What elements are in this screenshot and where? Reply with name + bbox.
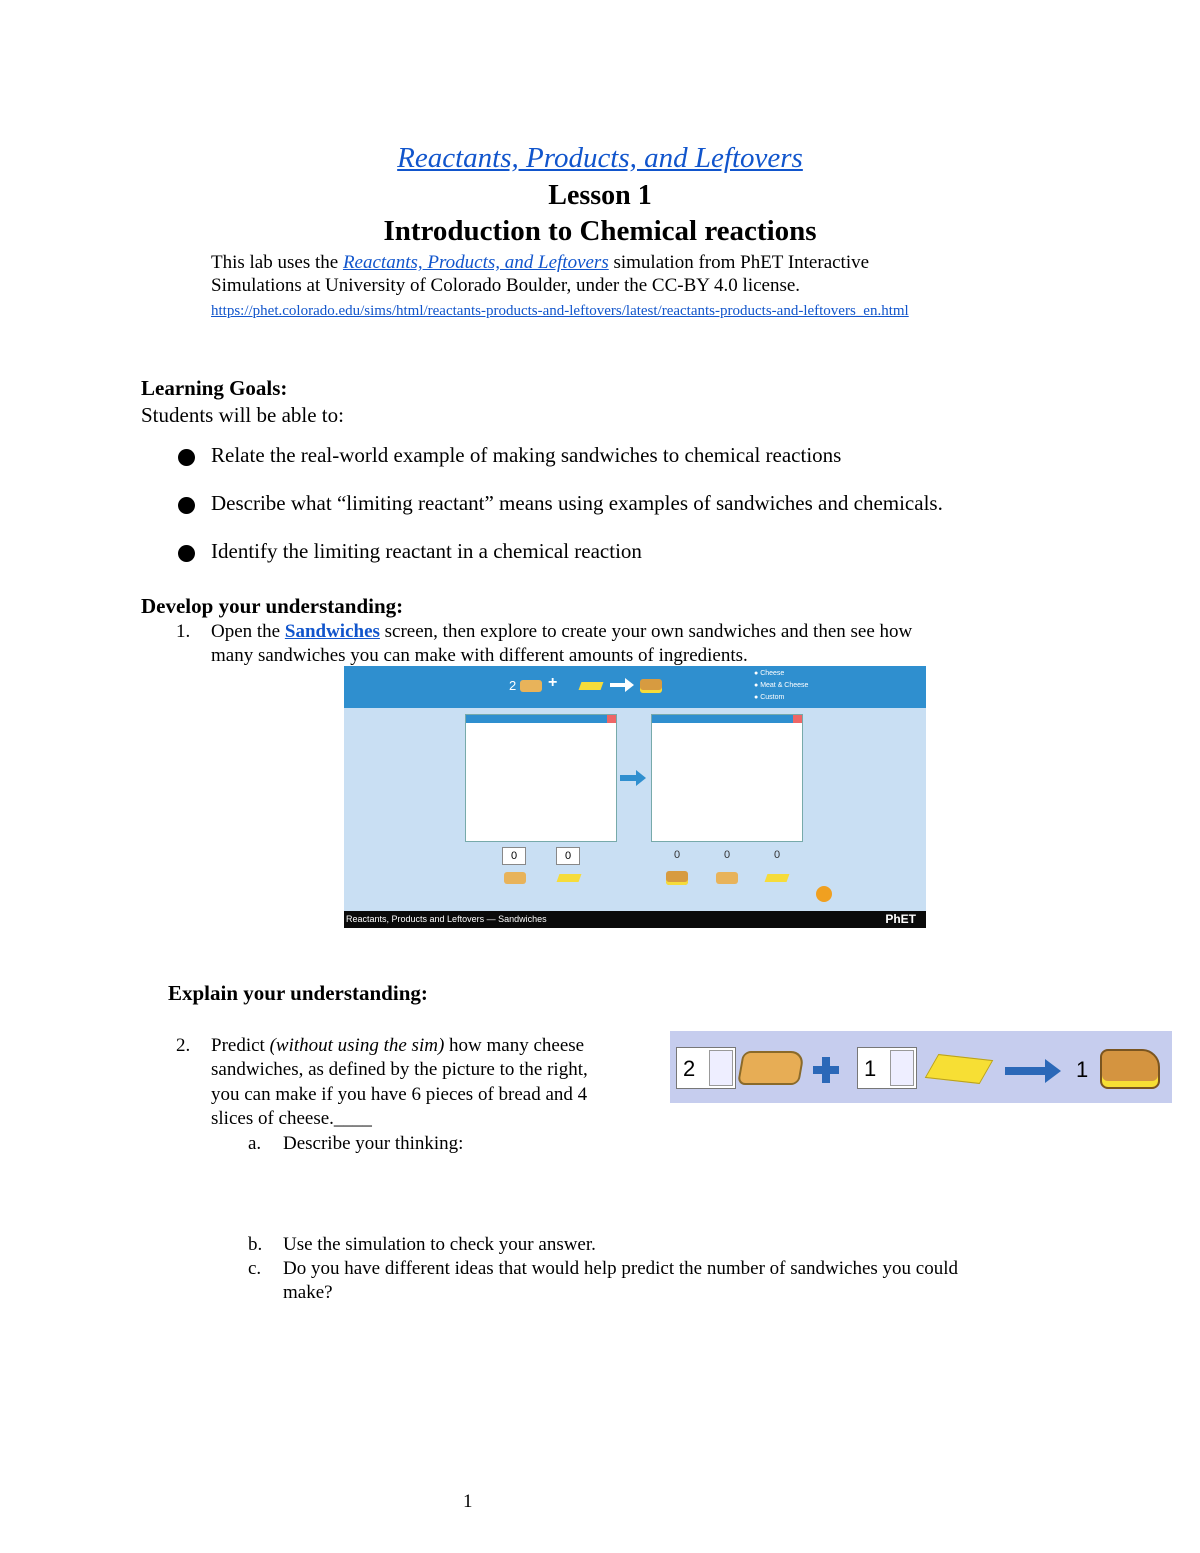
bread-icon [520, 680, 542, 692]
sim-url-link[interactable] [211, 300, 1051, 323]
document-title[interactable] [0, 142, 1200, 175]
reactants-box [465, 714, 617, 842]
bullet-icon [178, 449, 195, 466]
sim-equation-bar [344, 666, 926, 708]
cheese-icon [765, 874, 790, 882]
intro-line-1 [211, 251, 1051, 274]
sub-item-b: Use the simulation to check your answer. [283, 1234, 596, 1255]
collapse-icon[interactable] [607, 715, 616, 723]
bread-count: 2 [683, 1056, 696, 1081]
q2-italic: (without using the sim) [269, 1035, 445, 1056]
question-2-line-2: sandwiches, as defined by the picture to the right, [211, 1059, 588, 1080]
lesson-heading: Lesson 1 [548, 180, 652, 211]
option-custom[interactable]: ● Custom [754, 694, 785, 701]
sim-name-link[interactable]: Reactants, Products, and Leftovers [342, 252, 609, 273]
sub-label: b. [248, 1234, 263, 1255]
q2-pre: Predict [211, 1035, 270, 1056]
question-1-line-1 [211, 620, 1071, 644]
sandwich-equation-image [670, 1031, 1172, 1103]
q1-pre: Open the [211, 621, 285, 642]
title-link[interactable]: Reactants, Products, and Leftovers [397, 142, 803, 174]
sub-label: a. [248, 1133, 262, 1154]
learning-goals-intro: Students will be able to: [141, 403, 344, 427]
cheese-icon [579, 682, 604, 690]
explain-heading: Explain your understanding: [168, 981, 428, 1005]
bullet-icon [178, 497, 195, 514]
goal-item: Describe what “limiting reactant” means using examples of sandwiches and chemicals. [211, 491, 943, 515]
phet-logo[interactable]: PhET [885, 912, 916, 926]
bread-icon [716, 872, 738, 884]
option-cheese[interactable]: ● Cheese [754, 670, 785, 677]
bread-icon [737, 1051, 805, 1085]
bread-icon [504, 872, 526, 884]
sandwiches-link[interactable]: Sandwiches [284, 621, 380, 642]
goal-item: Identify the limiting reactant in a chemical reaction [211, 539, 642, 563]
simulation-screenshot [344, 666, 926, 928]
cheese-spinner[interactable]: 0 [556, 847, 580, 865]
intro-text-post: simulation from PhET Interactive [608, 252, 870, 273]
sub-item-c: Do you have different ideas that would help predict the number of sandwiches you could [283, 1258, 959, 1279]
spinner-icon [709, 1050, 733, 1086]
leftover-bread-count: 0 [724, 849, 731, 861]
plus-icon [813, 1057, 839, 1083]
reactants-box-header [466, 715, 616, 723]
bullet-icon [178, 545, 195, 562]
q1-post: screen, then explore to create your own sandwiches and then see how [379, 621, 913, 642]
question-1-line-2: many sandwiches you can make with different amounts of ingredients. [211, 645, 748, 666]
collapse-icon[interactable] [793, 715, 802, 723]
sub-item-a: Describe your thinking: [283, 1133, 464, 1154]
sub-label: c. [248, 1258, 262, 1279]
question-2-line-1 [211, 1034, 661, 1058]
cheese-icon [557, 874, 582, 882]
intro-line-2: Simulations at University of Colorado Boulder, under the CC-BY 4.0 license. [211, 275, 801, 296]
option-meat-cheese[interactable]: ● Meat & Cheese [754, 682, 809, 689]
arrow-icon [610, 678, 634, 692]
subtitle-heading: Introduction to Chemical reactions [383, 215, 817, 247]
q2-post: how many cheese [444, 1035, 585, 1056]
develop-heading: Develop your understanding: [141, 594, 404, 618]
products-box [651, 714, 803, 842]
products-box-header [652, 715, 802, 723]
leftover-cheese-count: 0 [774, 849, 781, 861]
question-2-line-3: you can make if you have 6 pieces of bread and 4 [211, 1084, 588, 1105]
question-number: 1. [176, 621, 191, 642]
intro-text-pre: This lab uses the [211, 252, 343, 273]
sandwich-icon [1100, 1049, 1160, 1089]
sim-plus: + [548, 674, 558, 691]
sim-coeff: 2 [509, 678, 517, 693]
reset-icon[interactable] [816, 886, 832, 902]
bread-spinner[interactable]: 0 [502, 847, 526, 865]
sim-footer-title: Reactants, Products and Leftovers — Sandwiches [346, 914, 547, 924]
goal-item: Relate the real-world example of making sandwiches to chemical reactions [211, 443, 842, 467]
arrow-icon [1005, 1059, 1061, 1083]
sandwich-count: 1 [1076, 1057, 1089, 1082]
sub-item-c-line-2: make? [283, 1282, 333, 1303]
question-number: 2. [176, 1035, 191, 1056]
sim-options[interactable] [754, 668, 808, 704]
learning-goals-heading: Learning Goals: [141, 376, 288, 400]
sim-footer [344, 911, 926, 928]
question-2-line-4: slices of cheese.____ [211, 1108, 372, 1129]
cheese-icon [925, 1054, 993, 1084]
url-text[interactable]: https://phet.colorado.edu/sims/html/reactants-products-and-leftovers/latest/reactants-products-and-leftovers_en.html [211, 303, 909, 319]
sandwich-icon [640, 679, 662, 693]
arrow-icon [620, 770, 646, 786]
spinner-icon [890, 1050, 914, 1086]
cheese-count-box [857, 1047, 917, 1089]
sandwich-icon [666, 871, 688, 885]
product-count: 0 [674, 849, 681, 861]
page-number: 1 [463, 1491, 473, 1512]
bread-count-box [676, 1047, 736, 1089]
cheese-count: 1 [864, 1056, 877, 1081]
